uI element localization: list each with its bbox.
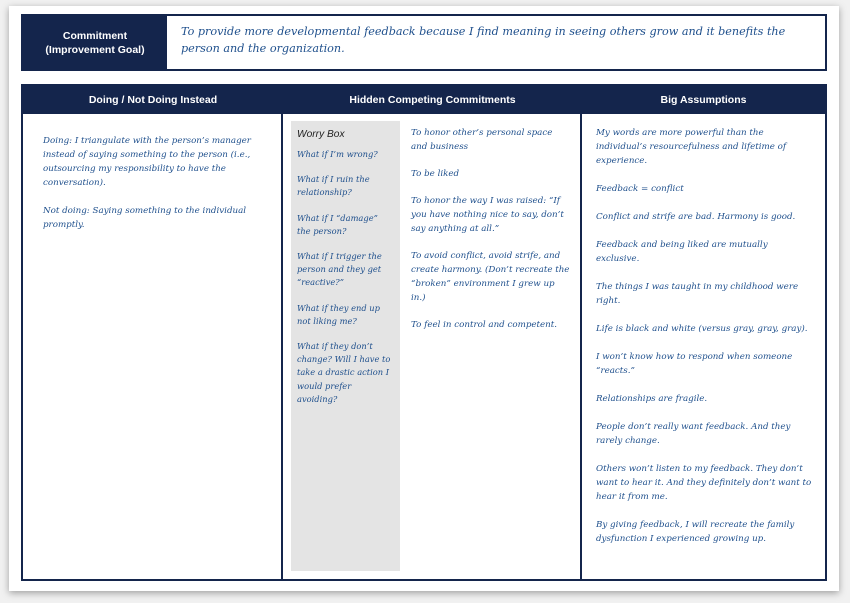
- immunity-grid: [21, 84, 827, 581]
- assumption-item: Feedback and being liked are mutually exclusive.: [596, 240, 768, 264]
- grid-header-row: [23, 86, 825, 114]
- worry-item: What if I “damage” the person?: [297, 212, 378, 236]
- competing-commitment-item: To honor other’s personal space and business: [411, 128, 553, 152]
- doing-column: [23, 114, 283, 579]
- assumption-item: Feedback = conflict: [596, 184, 684, 194]
- commitment-label-title: Commitment: [62, 29, 128, 42]
- commitment-label: [23, 16, 167, 69]
- competing-commitments-list: [411, 126, 571, 345]
- assumption-item: Others won’t listen to my feedback. They don’t want to hear it. And they definitely don’t want to hear it from me.: [596, 464, 812, 502]
- hidden-commitments-column: [283, 114, 582, 579]
- commitment-text: To provide more developmental feedback because I find meaning in seeing others grow and it benefits the person and the organization.: [181, 25, 786, 55]
- competing-commitment-item: To honor the way I was raised: “If you have nothing nice to say, don’t say anything at all.”: [411, 196, 564, 234]
- header-big-assumptions: Big Assumptions: [660, 94, 747, 106]
- not-doing-item: Not doing: Saying something to the individual promptly.: [43, 206, 247, 230]
- commitment-label-subtitle: (Improvement Goal): [45, 43, 145, 56]
- worry-item: What if I trigger the person and they get “reactive?”: [297, 251, 382, 288]
- competing-commitment-item: To feel in control and competent.: [411, 320, 558, 330]
- big-assumptions-column: [582, 114, 825, 579]
- assumption-item: The things I was taught in my childhood were right.: [596, 282, 799, 306]
- worry-box: [291, 121, 400, 571]
- assumption-item: People don’t really want feedback. And they rarely change.: [596, 422, 791, 446]
- doing-item: Doing: I triangulate with the person’s manager instead of saying something to the person (i.e., outsourcing my responsibility to have the conversation).: [43, 136, 251, 188]
- assumption-item: I won’t know how to respond when someone “reacts.”: [596, 352, 793, 376]
- assumption-item: By giving feedback, I will recreate the family dysfunction I experienced growing up.: [596, 520, 795, 544]
- commitment-banner: [21, 14, 827, 71]
- worry-item: What if I ruin the relationship?: [297, 174, 370, 198]
- worry-item: What if I’m wrong?: [297, 149, 378, 159]
- assumption-item: Conflict and strife are bad. Harmony is good.: [596, 212, 796, 222]
- worry-item: What if they don’t change? Will I have to take a drastic action I would prefer avoiding?: [297, 341, 391, 404]
- assumption-item: Relationships are fragile.: [596, 394, 708, 404]
- header-hidden-commitments: Hidden Competing Commitments: [349, 94, 516, 106]
- assumption-item: Life is black and white (versus gray, gray, gray).: [596, 324, 808, 334]
- worry-item: What if they end up not liking me?: [297, 302, 380, 326]
- header-doing: Doing / Not Doing Instead: [88, 94, 218, 106]
- competing-commitment-item: To avoid conflict, avoid strife, and create harmony. (Don’t recreate the “broken” environment I grew up in.): [411, 251, 570, 303]
- immunity-map-sheet: [9, 6, 839, 591]
- assumption-item: My words are more powerful than the individual’s resourcefulness and lifetime of experience.: [596, 128, 787, 166]
- competing-commitment-item: To be liked: [411, 169, 460, 179]
- worry-box-title: Worry Box: [297, 129, 345, 140]
